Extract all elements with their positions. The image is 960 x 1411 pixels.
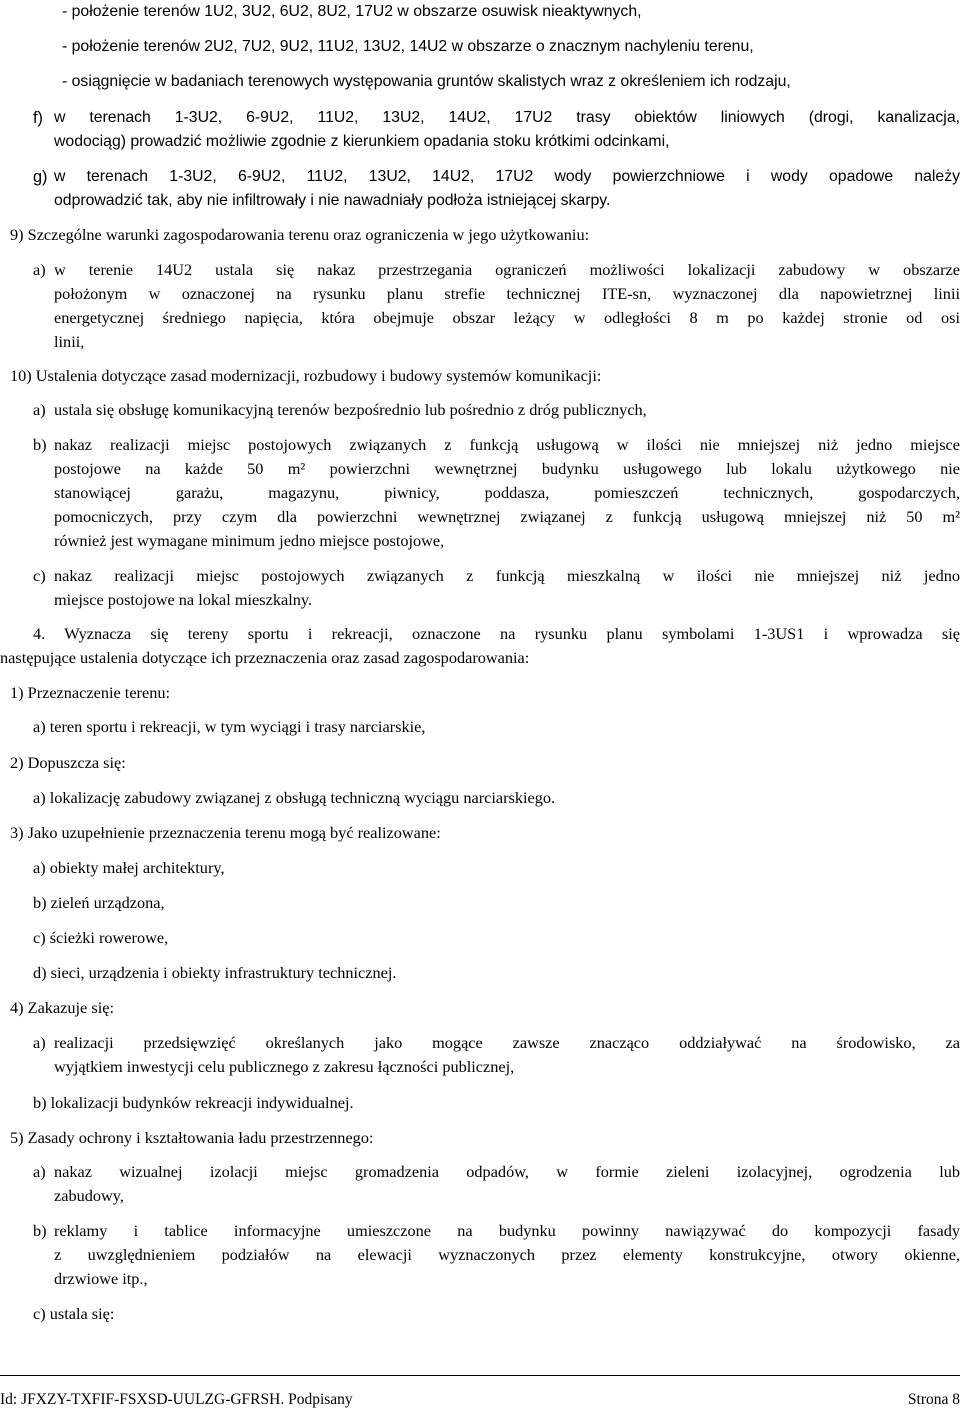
list-item: a) teren sportu i rekreacji, w tym wyciągi i trasy narciarskie, bbox=[33, 717, 426, 736]
section-heading-9: 9) Szczególne warunki zagospodarowania terenu oraz ograniczenia w jego użytkowaniu: bbox=[10, 225, 590, 244]
paragraph-line: następujące ustalenia dotyczące ich przeznaczenia oraz zasad zagospodarowania: bbox=[0, 648, 530, 667]
list-item: d) sieci, urządzenia i obiekty infrastruktury technicznej. bbox=[33, 963, 397, 982]
item-label-b: b) bbox=[33, 1221, 47, 1240]
footer-document-id: Id: JFXZY-TXFIF-FSXSD-UULZG-GFRSH. Podpisany bbox=[0, 1391, 353, 1408]
list-item: - osiągnięcie w badaniach terenowych występowania gruntów skalistych wraz z określeniem ich rodzaju, bbox=[62, 73, 791, 90]
section-heading-10: 10) Ustalenia dotyczące zasad modernizacji, rozbudowy i budowy systemów komunikacji: bbox=[10, 366, 602, 385]
paragraph-line: drzwiowe itp., bbox=[54, 1269, 148, 1288]
item-label-a: a) bbox=[33, 1033, 46, 1052]
paragraph-line: stanowiącej garażu, magazynu, piwnicy, poddasza, pomieszczeń technicznych, gospodarczych, bbox=[54, 483, 960, 502]
paragraph-line: nakaz realizacji miejsc postojowych związanych z funkcją mieszkalną w ilości nie mniejszej niż jedno bbox=[54, 566, 960, 585]
paragraph-line: energetycznej średniego napięcia, która obejmuje obszar leżący w odległości 8 m po każdej stronie od osi bbox=[54, 308, 960, 327]
item-label-c: c) bbox=[33, 566, 46, 585]
paragraph-line: w terenach 1-3U2, 6-9U2, 11U2, 13U2, 14U2, 17U2 wody powierzchniowe i wody opadowe należy bbox=[54, 168, 960, 185]
section-heading-5: 5) Zasady ochrony i kształtowania ładu przestrzennego: bbox=[10, 1128, 374, 1147]
paragraph-line: z uwzględnieniem podziałów na elewacji wyznaczonych przez elementy konstrukcyjne, otwory okienne, bbox=[54, 1245, 960, 1264]
paragraph-line: nakaz wizualnej izolacji miejsc gromadzenia odpadów, w formie zieleni izolacyjnej, ogrodzenia lub bbox=[54, 1162, 960, 1181]
paragraph-line: postojowe na każde 50 m² powierzchni wewnętrznej budynku usługowego lub lokalu użytkowego nie bbox=[54, 459, 960, 478]
paragraph-line: miejsce postojowe na lokal mieszkalny. bbox=[54, 590, 313, 609]
paragraph-line: w terenie 14U2 ustala się nakaz przestrzegania ograniczeń możliwości lokalizacji zabudowy w obszarze bbox=[54, 260, 960, 279]
list-item: - położenie terenów 1U2, 3U2, 6U2, 8U2, 17U2 w obszarze osuwisk nieaktywnych, bbox=[62, 3, 642, 20]
list-item: a) lokalizację zabudowy związanej z obsługą techniczną wyciągu narciarskiego. bbox=[33, 788, 556, 807]
paragraph-line: w terenach 1-3U2, 6-9U2, 11U2, 13U2, 14U2, 17U2 trasy obiektów liniowych (drogi, kanalizacja, bbox=[54, 109, 960, 126]
paragraph-line: wyjątkiem inwestycji celu publicznego z zakresu łączności publicznej, bbox=[54, 1057, 515, 1076]
item-label-a: a) bbox=[33, 1162, 46, 1181]
item-label-a: a) bbox=[33, 260, 46, 279]
paragraph-line: położonym w oznaczonej na rysunku planu strefie technicznej ITE-sn, wyznaczonej dla napowietrznej linii bbox=[54, 284, 960, 303]
paragraph-line: odprowadzić tak, aby nie infiltrowały i nie nawadniały podłoża istniejącej skarpy. bbox=[54, 192, 611, 209]
item-label-a: a) bbox=[33, 400, 46, 419]
paragraph-line: zabudowy, bbox=[54, 1186, 124, 1205]
paragraph-line: również jest wymagane minimum jedno miejsce postojowe, bbox=[54, 531, 445, 550]
section-heading-2: 2) Dopuszcza się: bbox=[10, 753, 126, 772]
footer-divider bbox=[0, 1375, 960, 1376]
list-item: - położenie terenów 2U2, 7U2, 9U2, 11U2, 13U2, 14U2 w obszarze o znacznym nachyleniu terenu, bbox=[62, 38, 754, 55]
list-item: c) ścieżki rowerowe, bbox=[33, 928, 169, 947]
paragraph-line: linii, bbox=[54, 332, 85, 351]
paragraph-line: wodociąg) prowadzić możliwie zgodnie z kierunkiem opadania stoku krótkimi odcinkami, bbox=[54, 133, 670, 150]
list-item: b) zieleń urządzona, bbox=[33, 893, 165, 912]
list-item: a) obiekty małej architektury, bbox=[33, 858, 225, 877]
section-heading-1: 1) Przeznaczenie terenu: bbox=[10, 683, 170, 702]
paragraph-line: realizacji przedsięwzięć określanych jako mogące zawsze znacząco oddziaływać na środowisko, za bbox=[54, 1033, 960, 1052]
item-label-f: f) bbox=[33, 109, 43, 127]
list-item: b) lokalizacji budynków rekreacji indywidualnej. bbox=[33, 1093, 354, 1112]
paragraph-line: ustala się obsługę komunikacyjną terenów bezpośrednio lub pośrednio z dróg publicznych, bbox=[54, 400, 647, 419]
item-label-g: g) bbox=[33, 168, 48, 186]
paragraph-line: nakaz realizacji miejsc postojowych związanych z funkcją usługową w ilości nie mniejszej niż jedno miejsce bbox=[54, 435, 960, 454]
paragraph-line: 4. Wyznacza się tereny sportu i rekreacji, oznaczone na rysunku planu symbolami 1-3US1 i wprowadza się bbox=[33, 624, 960, 643]
section-heading-4: 4) Zakazuje się: bbox=[10, 998, 114, 1017]
paragraph-line: reklamy i tablice informacyjne umieszczone na budynku powinny nawiązywać do kompozycji fasady bbox=[54, 1221, 960, 1240]
paragraph-line: pomocniczych, przy czym dla powierzchni wewnętrznej związanej z funkcją usługową mniejszej niż 50 m² bbox=[54, 507, 960, 526]
list-item: c) ustala się: bbox=[33, 1304, 115, 1323]
section-heading-3: 3) Jako uzupełnienie przeznaczenia terenu mogą być realizowane: bbox=[10, 823, 441, 842]
footer-page-number: Strona 8 bbox=[907, 1391, 960, 1408]
item-label-b: b) bbox=[33, 435, 47, 454]
